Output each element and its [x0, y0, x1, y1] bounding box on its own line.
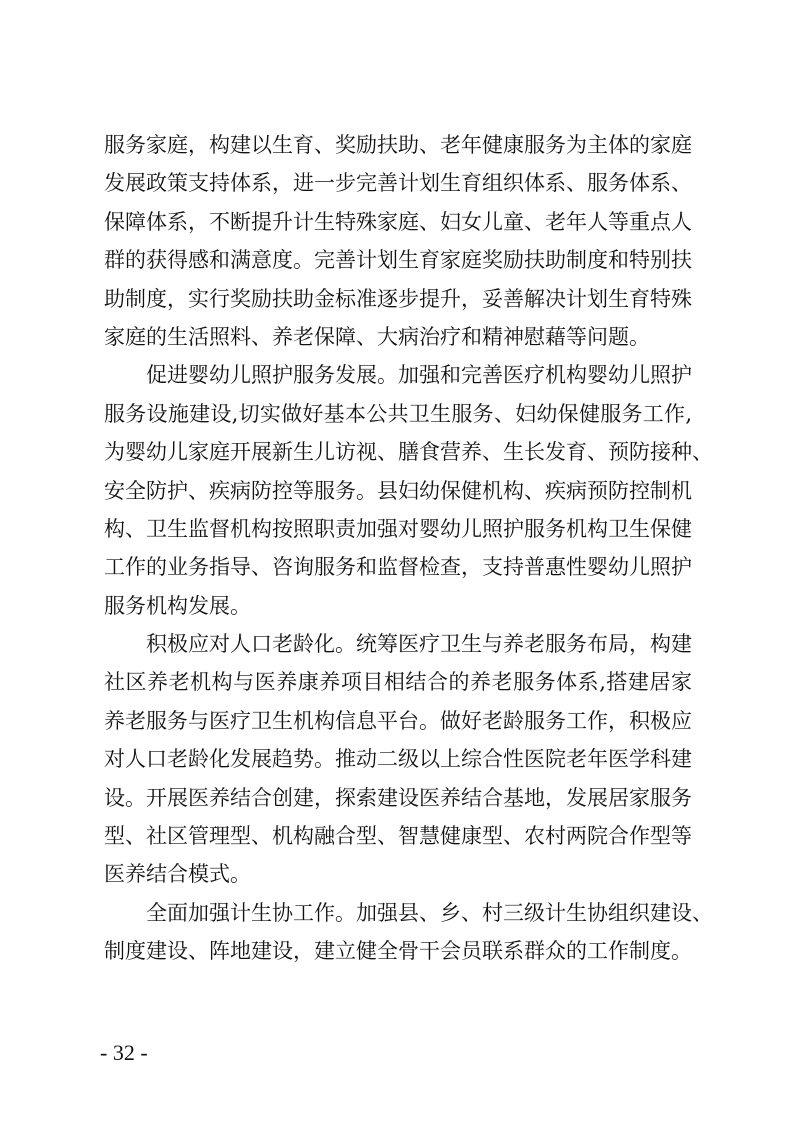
paragraph-2-line-1: 促进婴幼儿照护服务发展。加强和完善医疗机构婴幼儿照护	[146, 363, 692, 388]
paragraph-1-line-5: 助制度，实行奖励扶助金标准逐步提升，妥善解决计划生育特殊	[104, 286, 692, 311]
paragraph-3-line-4: 对人口老龄化发展趋势。推动二级以上综合性医院老年医学科建	[104, 747, 692, 772]
paragraph-1-line-6: 家庭的生活照料、养老保障、大病治疗和精神慰藉等问题。	[104, 324, 650, 349]
paragraph-4-line-2: 制度建设、阵地建设，建立健全骨干会员联系群众的工作制度。	[104, 939, 692, 964]
paragraph-2-line-5: 构、卫生监督机构按照职责加强对婴幼儿照护服务机构卫生保健	[104, 516, 692, 541]
paragraph-3-line-5: 设。开展医养结合创建，探索建设医养结合基地，发展居家服务	[104, 785, 692, 810]
paragraph-2-line-3: 为婴幼儿家庭开展新生儿访视、膳食营养、生长发育、预防接种、	[104, 440, 713, 465]
body-text	[104, 126, 713, 971]
paragraph-3-line-3: 养老服务与医疗卫生机构信息平台。做好老龄服务工作，积极应	[104, 708, 692, 733]
paragraph-2-line-7: 服务机构发展。	[104, 593, 251, 618]
paragraph-2-line-6: 工作的业务指导、咨询服务和监督检查，支持普惠性婴幼儿照护	[104, 555, 692, 580]
paragraph-3-line-1: 积极应对人口老龄化。统筹医疗卫生与养老服务布局，构建	[146, 632, 692, 657]
paragraph-3-line-7: 医养结合模式。	[104, 862, 251, 887]
page-number: - 32 -	[100, 1040, 148, 1065]
paragraph-3-line-6: 型、社区管理型、机构融合型、智慧健康型、农村两院合作型等	[104, 824, 692, 849]
paragraph-2-line-2: 服务设施建设,切实做好基本公共卫生服务、妇幼保健服务工作,	[104, 401, 692, 426]
paragraph-3-line-2: 社区养老机构与医养康养项目相结合的养老服务体系,搭建居家	[104, 670, 692, 695]
paragraph-2-line-4: 安全防护、疾病防控等服务。县妇幼保健机构、疾病预防控制机	[104, 478, 692, 503]
paragraph-1-line-1: 服务家庭，构建以生育、奖励扶助、老年健康服务为主体的家庭	[104, 133, 692, 157]
paragraph-1-line-2: 发展政策支持体系，进一步完善计划生育组织体系、服务体系、	[104, 171, 692, 196]
paragraph-1-line-3: 保障体系，不断提升计生特殊家庭、妇女儿童、老年人等重点人	[104, 209, 692, 234]
paragraph-1-line-4: 群的获得感和满意度。完善计划生育家庭奖励扶助制度和特别扶	[104, 248, 692, 273]
paragraph-4-line-1: 全面加强计生协工作。加强县、乡、村三级计生协组织建设、	[146, 900, 713, 925]
